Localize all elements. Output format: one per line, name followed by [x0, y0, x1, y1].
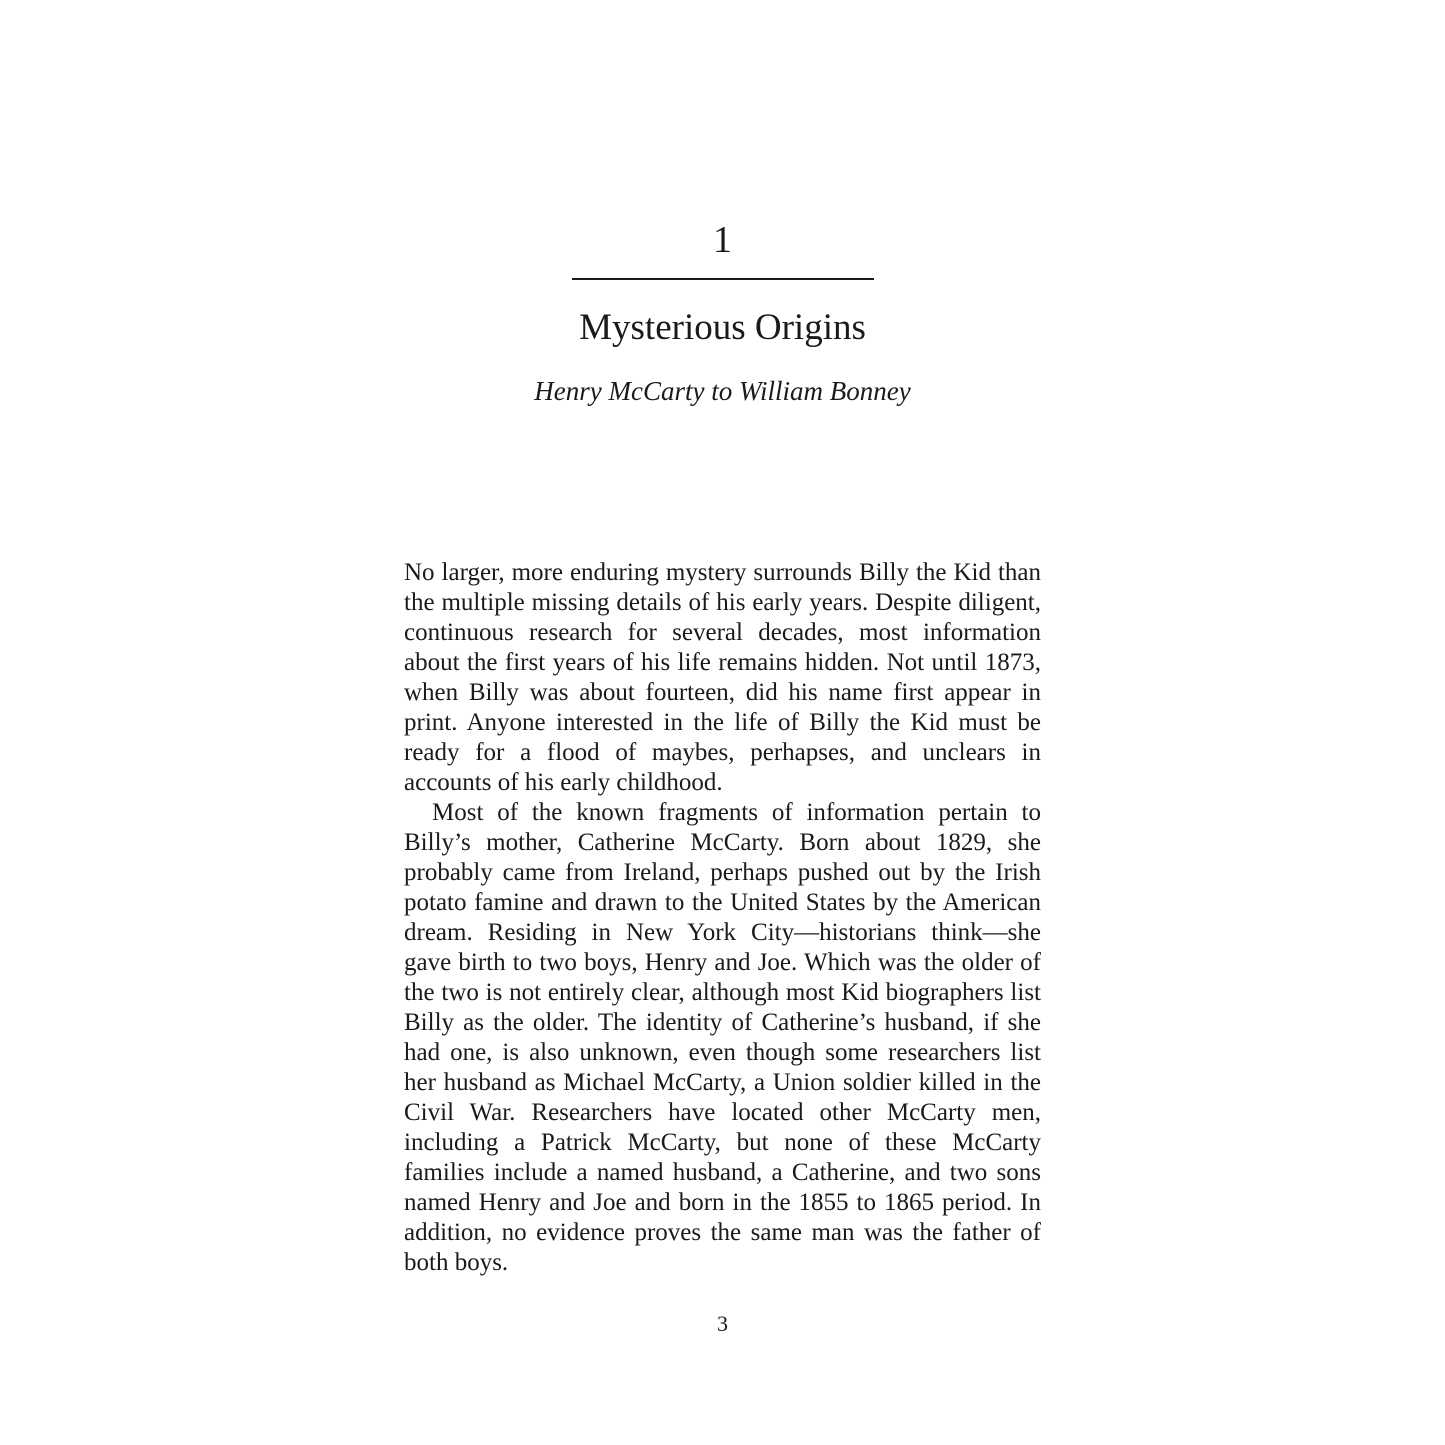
- paragraph-2: Most of the known fragments of information pertain to Billy’s mother, Catherine McCarty. Born about 1829, she probably came from Ireland, perhaps pushed out by the Irish potato famine and drawn to the United States by the American dream. Residing in New York City—historians think—she gave birth to two boys, Henry and Joe. Which was the older of the two is not entirely clear, although most Kid biographers list Billy as the older. The identity of Catherine’s husband, if she had one, is also unknown, even though some researchers list her husband as Michael McCarty, a Union soldier killed in the Civil War. Researchers have located other McCarty men, including a Patrick McCarty, but none of these McCarty families include a named husband, a Catherine, and two sons named Henry and Joe and born in the 1855 to 1865 period. In addition, no evidence proves the same man was the father of both boys.: [404, 799, 1041, 1276]
- chapter-title: Mysterious Origins: [579, 307, 866, 348]
- chapter-subtitle: Henry McCarty to William Bonney: [534, 376, 911, 406]
- page-number: 3: [717, 1311, 728, 1336]
- paragraph-1: No larger, more enduring mystery surrounds Billy the Kid than the multiple missing details of his early years. Despite diligent, continuous research for several decades, most information about the first years of his life remains hidden. Not until 1873, when Billy was about fourteen, did his name first appear in print. Anyone interested in the life of Billy the Kid must be ready for a flood of maybes, perhapses, and unclears in accounts of his early childhood.: [404, 559, 1041, 796]
- chapter-divider-rule: [572, 278, 874, 280]
- chapter-number: 1: [713, 219, 732, 261]
- body-text: [404, 558, 1041, 1278]
